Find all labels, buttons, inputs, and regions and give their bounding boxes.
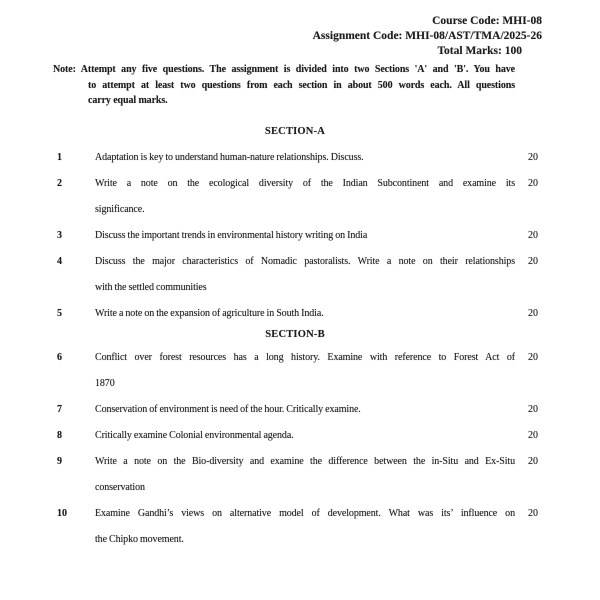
question-marks: 20 (528, 403, 538, 415)
section-a-title: SECTION-A (264, 125, 326, 137)
note-line: to attempt at least two questions from each section in about 500 words each. All questions (88, 79, 515, 91)
course-code-line: Course Code: MHI-08 (432, 15, 542, 27)
question-text (95, 501, 515, 553)
question-row (0, 249, 600, 301)
question-row (0, 345, 600, 397)
instructions-note (53, 62, 515, 109)
note-line: Note: Attempt any five questions. The assignment is divided into two Sections 'A' and 'B'. You have (53, 64, 515, 75)
question-line: Conservation of environment is need of the hour. Critically examine. (95, 403, 361, 415)
question-text (95, 449, 515, 501)
question-number: 9 (57, 455, 62, 467)
question-number: 6 (57, 351, 62, 363)
question-marks: 20 (528, 507, 538, 519)
question-number: 1 (57, 151, 62, 163)
question-row (0, 145, 600, 171)
question-line: conservation (95, 481, 145, 493)
question-number: 2 (57, 177, 62, 189)
question-marks: 20 (528, 229, 538, 241)
question-line: Write a note on the ecological diversity of the Indian Subcontinent and examine its (95, 177, 515, 189)
question-number: 3 (57, 229, 62, 241)
question-line: Adaptation is key to understand human-nature relationships. Discuss. (95, 151, 364, 163)
question-marks: 20 (528, 307, 538, 319)
question-marks: 20 (528, 455, 538, 467)
question-line: significance. (95, 203, 145, 215)
question-line: Discuss the major characteristics of Nomadic pastoralists. Write a note on their relationships (95, 255, 515, 267)
question-number: 4 (57, 255, 62, 267)
question-text (95, 249, 515, 301)
question-line: with the settled communities (95, 281, 207, 293)
question-row (0, 397, 600, 423)
question-marks: 20 (528, 255, 538, 267)
question-line: Write a note on the Bio-diversity and examine the difference between the in-Situ and Ex-Situ (95, 455, 515, 467)
question-text (95, 145, 515, 171)
question-text (95, 423, 515, 449)
question-row (0, 171, 600, 223)
question-row (0, 501, 600, 553)
question-row (0, 449, 600, 501)
question-marks: 20 (528, 151, 538, 163)
question-line: Conflict over forest resources has a long history. Examine with reference to Forest Act of (95, 351, 515, 363)
question-text (95, 171, 515, 223)
question-marks: 20 (528, 429, 538, 441)
question-text (95, 223, 515, 249)
question-line: the Chipko movement. (95, 533, 184, 545)
question-number: 10 (57, 507, 67, 519)
question-marks: 20 (528, 177, 538, 189)
note-line: carry equal marks. (88, 95, 168, 106)
question-line: Examine Gandhi’s views on alternative model of development. What was its’ influence on (95, 507, 515, 519)
question-text (95, 345, 515, 397)
question-row (0, 301, 600, 327)
question-number: 8 (57, 429, 62, 441)
question-line: Critically examine Colonial environmental agenda. (95, 429, 294, 441)
total-marks-line: Total Marks: 100 (437, 45, 522, 57)
section-b-questions (0, 345, 600, 553)
assignment-code-line: Assignment Code: MHI-08/AST/TMA/2025-26 (312, 30, 542, 42)
section-b-title: SECTION-B (265, 328, 325, 340)
document-header (0, 14, 600, 59)
section-a-questions (0, 145, 600, 327)
question-row (0, 223, 600, 249)
question-row (0, 423, 600, 449)
question-marks: 20 (528, 351, 538, 363)
question-number: 5 (57, 307, 62, 319)
question-line: Discuss the important trends in environmental history writing on India (95, 229, 368, 241)
question-text (95, 397, 515, 423)
question-number: 7 (57, 403, 62, 415)
question-line: 1870 (95, 377, 115, 389)
question-line: Write a note on the expansion of agriculture in South India. (95, 307, 324, 319)
question-text (95, 301, 515, 327)
